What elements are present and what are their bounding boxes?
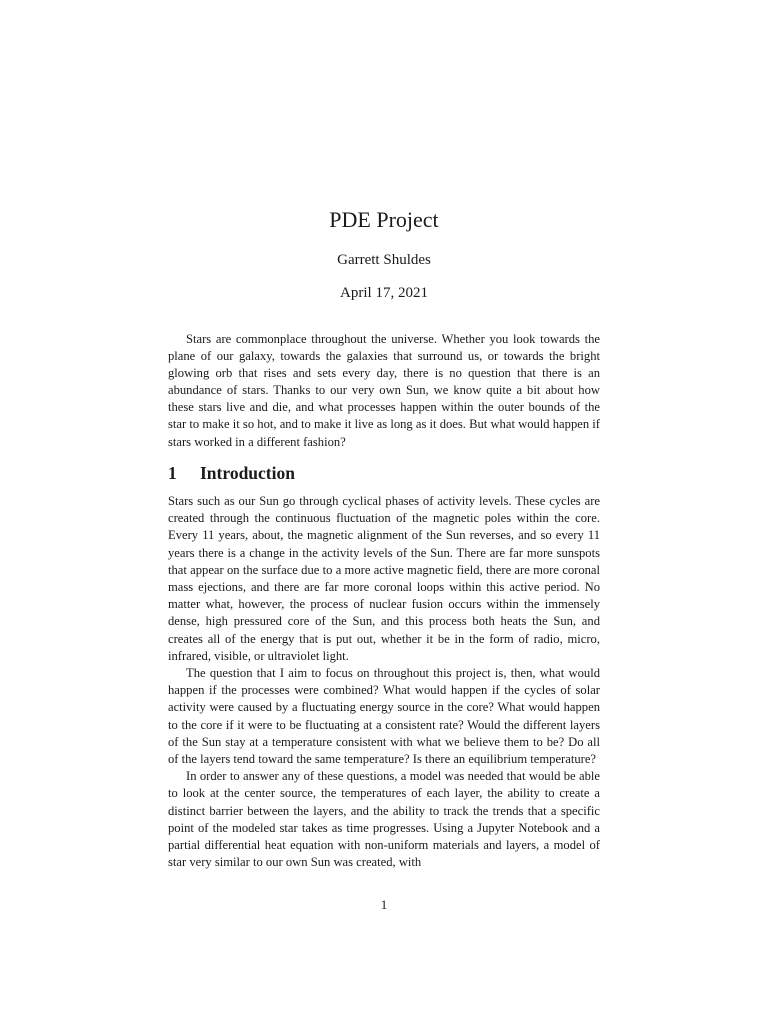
paragraph: Stars such as our Sun go through cyclical phases of activity levels. These cycles are created through the continuous fluctuation of the magnetic poles within the core. Every 11 years, about, the magnetic alignment of the Sun reverses, and so every 11 years there is a change in the activity levels of the Sun. There are far more sunspots that appear on the surface due to a more active magnetic field, there are more coronal mass ejections, and there are far more coronal loops within this active period. No matter what, however, the process of nuclear fusion occurs within the immensely dense, high pressured core of the Sun, and this process both heats the Sun, and creates all of the energy that is put out, whether it be in the form of radio, micro, infrared, visible, or ultraviolet light. xyxy=(168,494,600,663)
paragraph: In order to answer any of these questions, a model was needed that would be able to look at the center source, the temperatures of each layer, the ability to create a distinct barrier between the layers, and the ability to track the trends that a specific point of the modeled star takes as time progresses. Using a Jupyter Notebook and a partial differential heat equation with non-uniform materials and layers, a model of star very similar to our own Sun was created, with xyxy=(168,769,600,870)
section-body xyxy=(168,493,600,871)
paragraph: The question that I aim to focus on throughout this project is, then, what would happen if the processes were combined? What would happen if the cycles of solar activity were caused by a fluctuating energy source in the core? What would happen to the core if it were to be fluctuating at a consistent rate? Would the different layers of the Sun stay at a temperature consistent with what we believe them to be? Do all of the layers tend toward the same temperature? Is there an equilibrium temperature? xyxy=(168,666,600,767)
section-number: 1 xyxy=(168,463,177,483)
document-title: PDE Project xyxy=(329,207,439,232)
page-number: 1 xyxy=(380,897,388,912)
abstract: Stars are commonplace throughout the universe. Whether you look towards the plane of our galaxy, towards the galaxies that surround us, or towards the bright glowing orb that rises and sets every day, there is no question that there is an abundance of stars. Thanks to our very own Sun, we know quite a bit about how these stars live and die, and what processes happen within the outer bounds of the star to make it so hot, and to make it live as long as it does. But what would happen if stars worked in a different fashion? xyxy=(168,332,600,449)
document-date: April 17, 2021 xyxy=(340,285,428,301)
section-heading xyxy=(168,462,600,484)
document-author: Garrett Shuldes xyxy=(337,252,431,268)
section-title: Introduction xyxy=(200,463,295,483)
